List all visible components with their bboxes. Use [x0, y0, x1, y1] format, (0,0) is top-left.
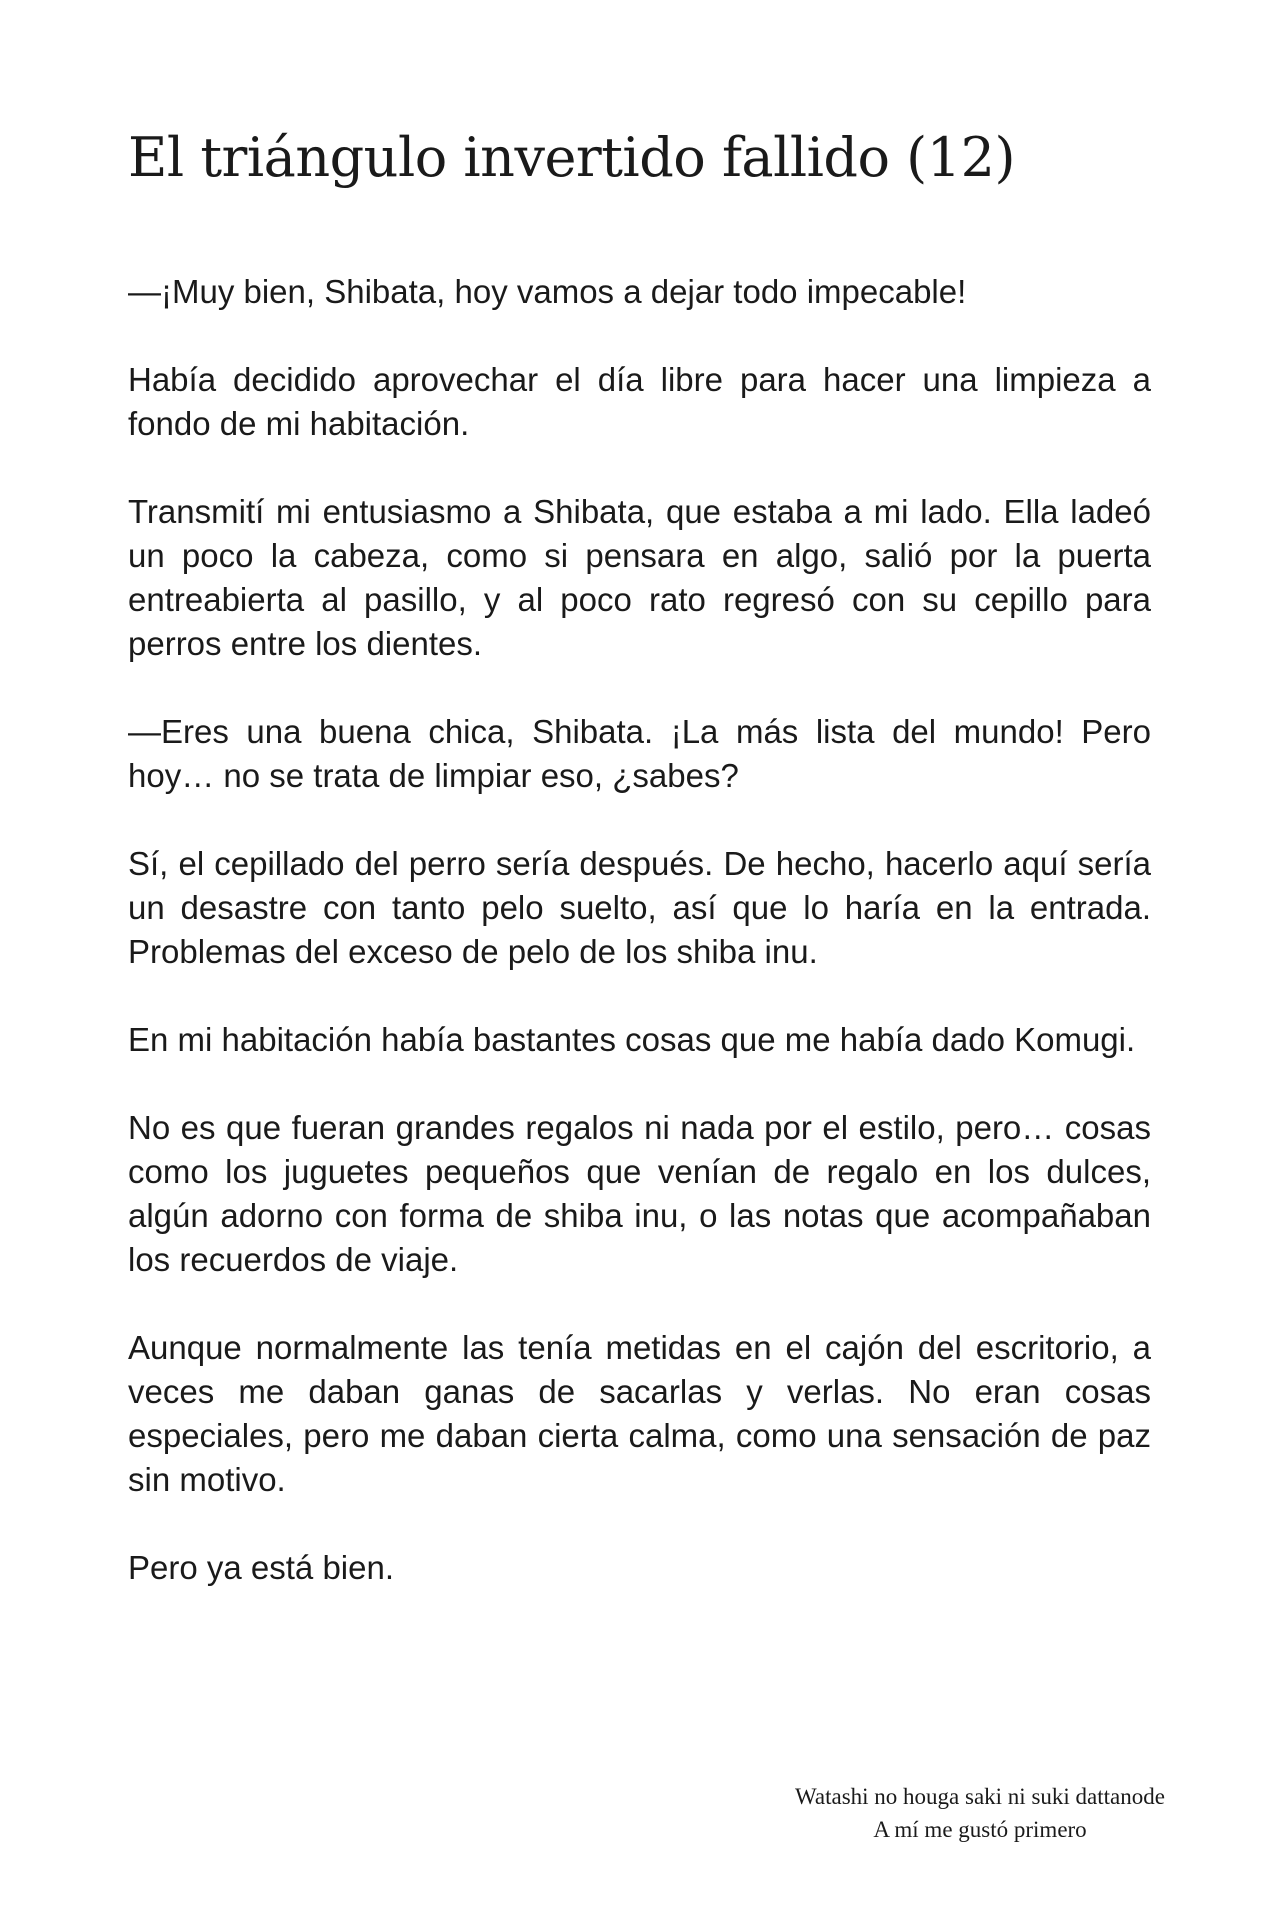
footer-translated-title: A mí me gustó primero: [873, 1817, 1087, 1842]
paragraph: —Eres una buena chica, Shibata. ¡La más lista del mundo! Pero hoy… no se trata de limpiar eso, ¿sabes?: [128, 713, 1151, 794]
paragraph: Sí, el cepillado del perro sería después. De hecho, hacerlo aquí sería un desastre con tanto pelo suelto, así que lo haría en la entrada. Problemas del exceso de pelo de los shiba inu.: [128, 845, 1151, 970]
paragraph: Pero ya está bien.: [128, 1549, 394, 1586]
paragraph: —¡Muy bien, Shibata, hoy vamos a dejar todo impecable!: [128, 273, 967, 310]
paragraph: No es que fueran grandes regalos ni nada por el estilo, pero… cosas como los juguetes pequeños que venían de regalo en los dulces, algún adorno con forma de shiba inu, o las notas que acompañaban los recuerdos de viaje.: [128, 1109, 1151, 1278]
chapter-body: [128, 270, 1151, 1634]
chapter-title: El triángulo invertido fallido (12): [128, 126, 1016, 189]
paragraph: Aunque normalmente las tenía metidas en el cajón del escritorio, a veces me daban ganas de sacarlas y verlas. No eran cosas especiales, pero me daban cierta calma, como una sensación de paz sin motivo.: [128, 1329, 1151, 1498]
paragraph: Transmití mi entusiasmo a Shibata, que estaba a mi lado. Ella ladeó un poco la cabeza, como si pensara en algo, salió por la puerta entreabierta al pasillo, y al poco rato regresó con su cepillo para perros entre los dientes.: [128, 493, 1151, 662]
page-footer: [700, 1780, 1260, 1846]
paragraph: En mi habitación había bastantes cosas que me había dado Komugi.: [128, 1021, 1136, 1058]
paragraph: Había decidido aprovechar el día libre para hacer una limpieza a fondo de mi habitación.: [128, 361, 1151, 442]
footer-original-title: Watashi no houga saki ni suki dattanode: [795, 1784, 1165, 1809]
